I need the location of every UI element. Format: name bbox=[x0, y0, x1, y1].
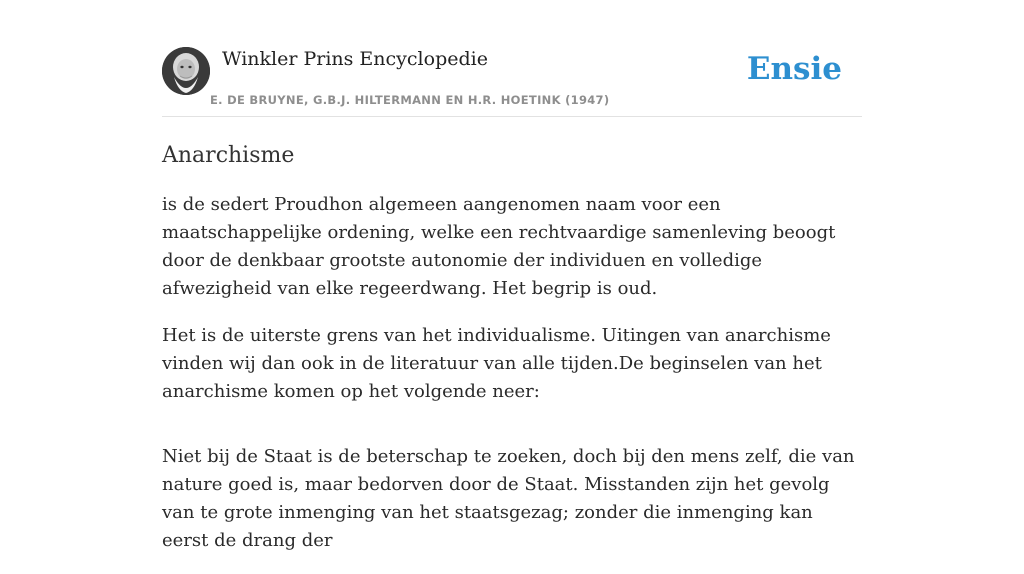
site-header bbox=[162, 0, 862, 117]
publication-title[interactable]: Winkler Prins Encyclopedie bbox=[222, 48, 488, 70]
avatar[interactable] bbox=[162, 47, 210, 95]
page bbox=[162, 0, 862, 574]
article-paragraph: Niet bij de Staat is de beterschap te zoeken, doch bij den mens zelf, die van nature goed is, maar bedorven door de Staat. Misstanden zijn het gevolg van te grote inmenging van het staatsgezag; zonder die inmenging kan eerst de drang der bbox=[162, 446, 855, 551]
article-paragraph: Het is de uiterste grens van het individualisme. Uitingen van anarchisme vinden wij dan ook in de literatuur van alle tijden.De beginselen van het anarchisme komen op het volgende neer: bbox=[162, 325, 831, 402]
brand-logo[interactable]: Ensie bbox=[746, 51, 842, 87]
bearded-man-portrait-icon bbox=[162, 47, 210, 95]
authors-byline: E. DE BRUYNE, G.B.J. HILTERMANN EN H.R. HOETINK (1947) bbox=[210, 93, 610, 107]
article-body bbox=[162, 191, 862, 555]
article-title: Anarchisme bbox=[162, 143, 295, 168]
article-paragraph: is de sedert Proudhon algemeen aangenomen naam voor een maatschappelijke ordening, welke een rechtvaardige samenleving beoogt door de denkbaar grootste autonomie der individuen en volledige afwezigheid van elke regeerdwang. Het begrip is oud. bbox=[162, 194, 836, 299]
